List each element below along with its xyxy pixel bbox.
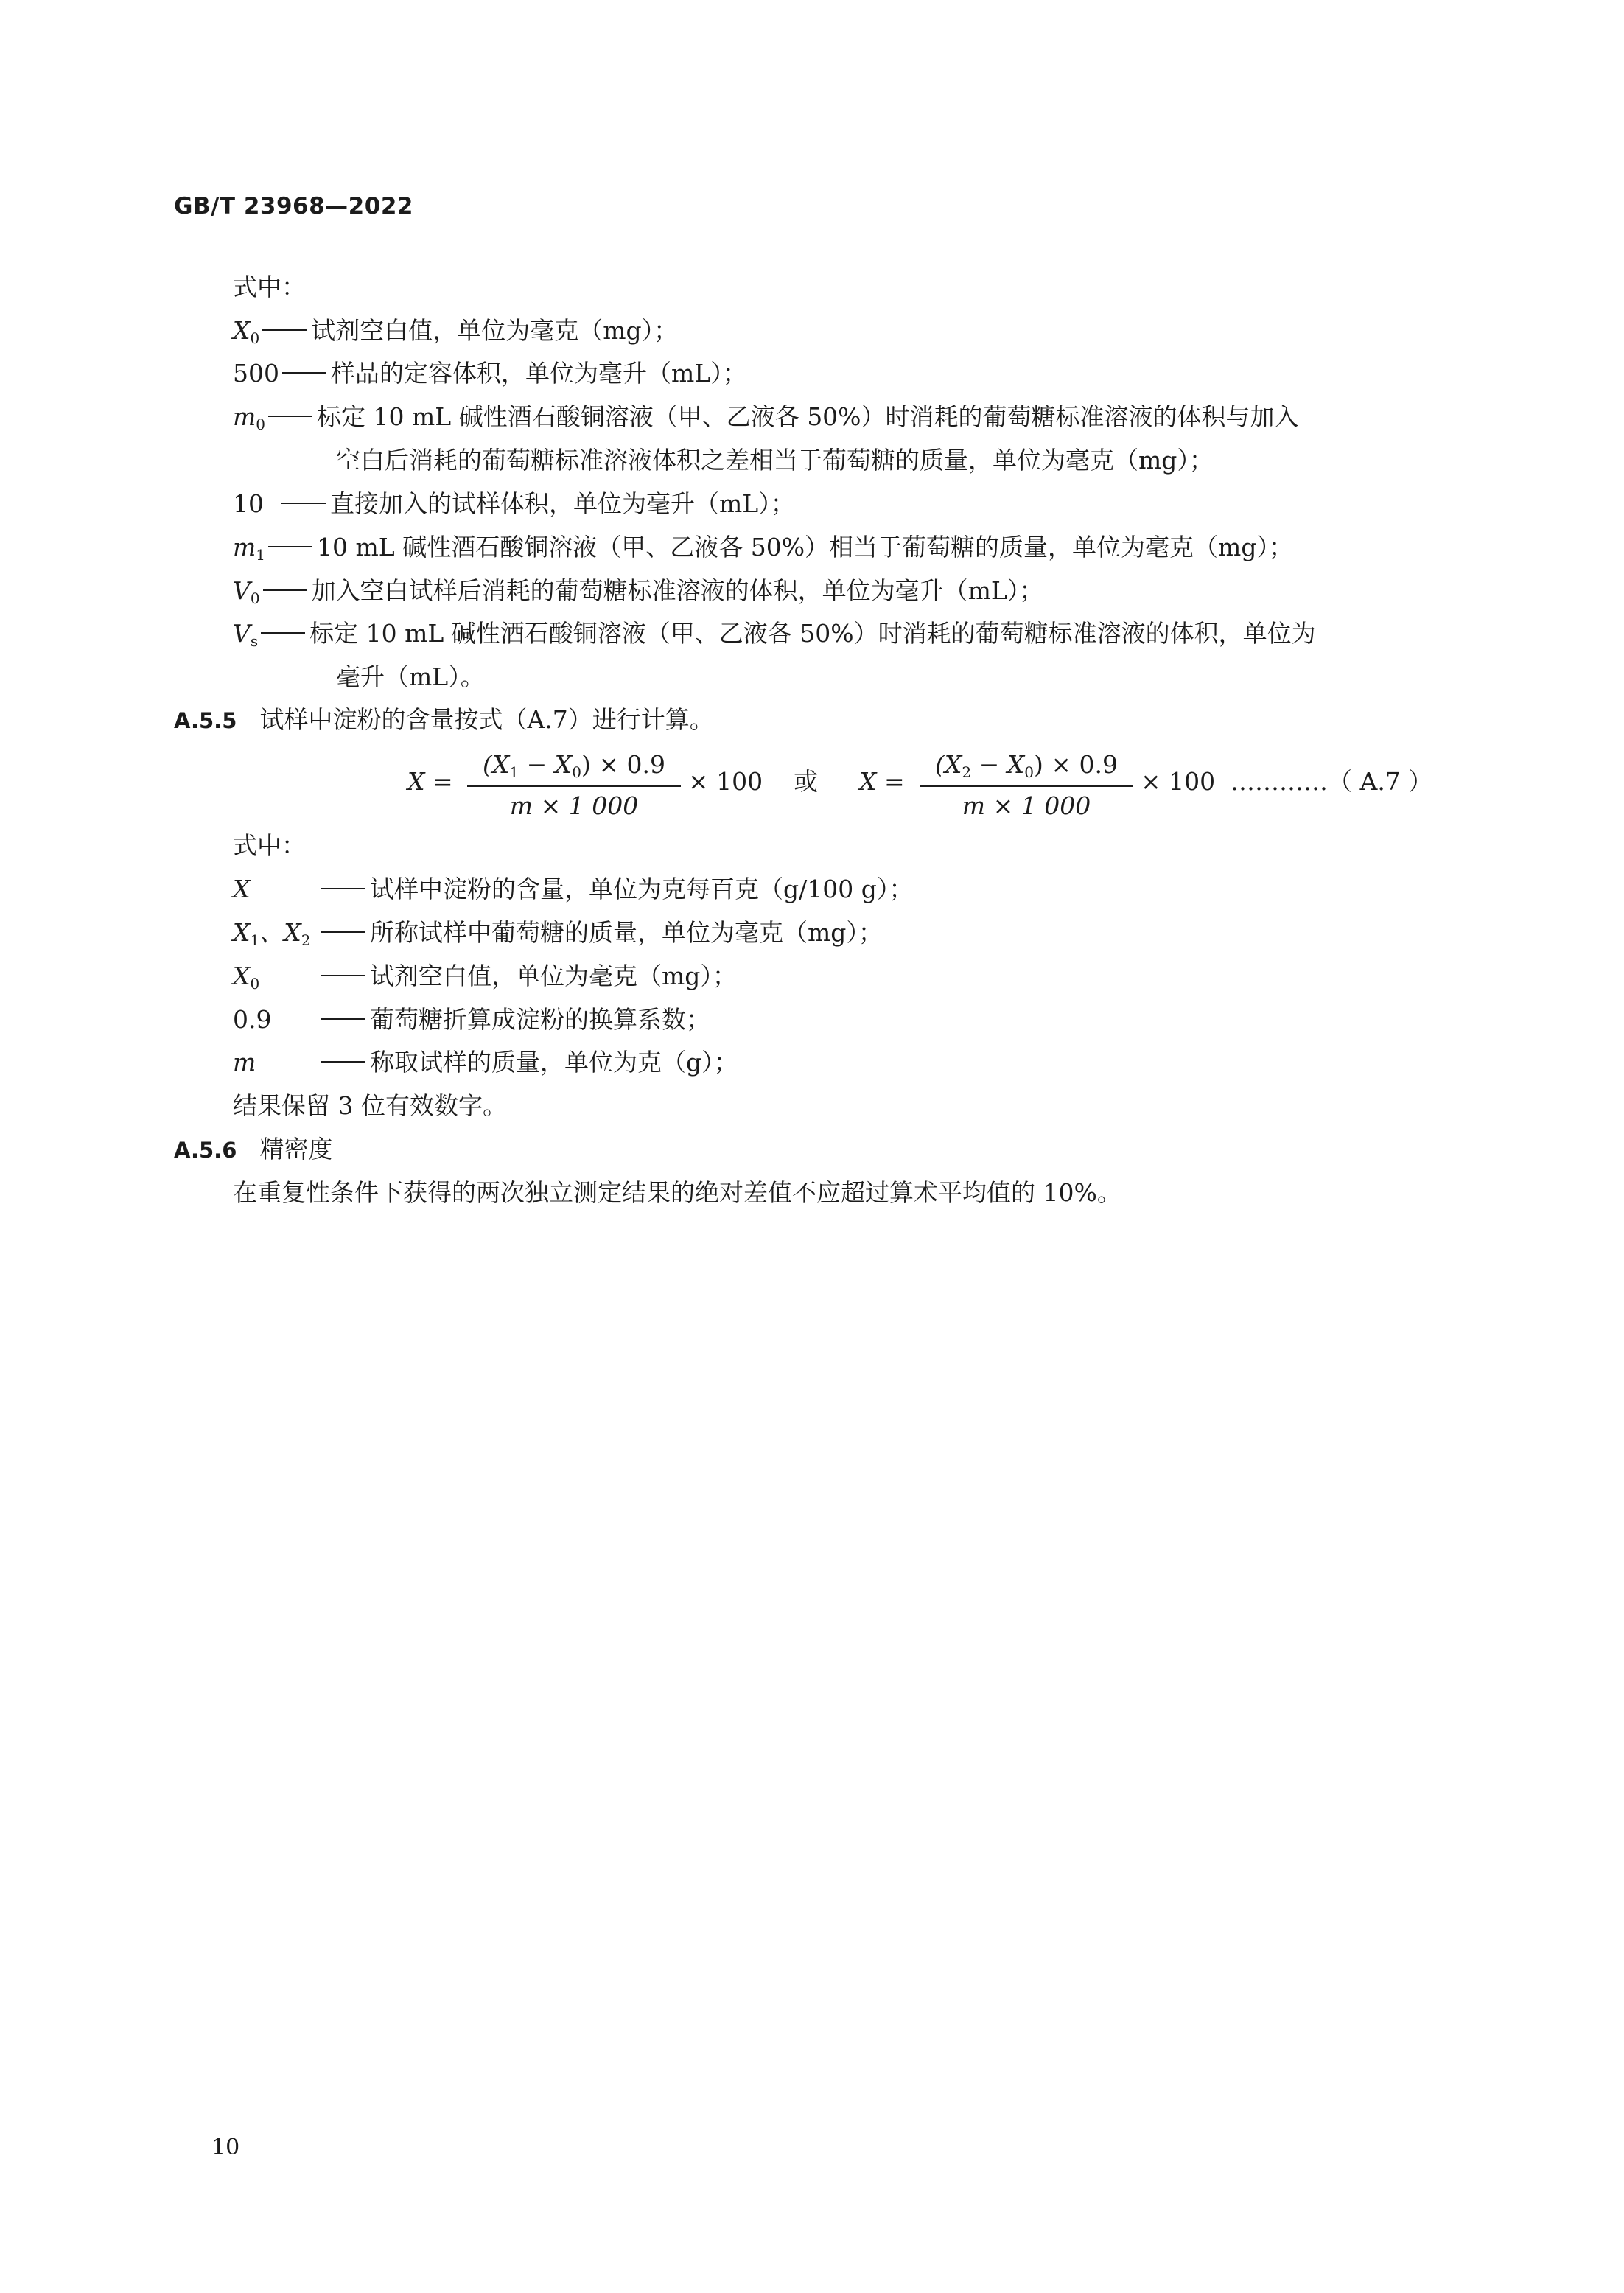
definition: 称取试样的质量，单位为克（g）； <box>370 1048 738 1077</box>
fraction-2-numerator: $(X_2 - X_0) \times 0.9$ <box>935 750 1118 781</box>
definition: 标定 10 mL 碱性酒石酸铜溶液（甲、乙液各 50%）时消耗的葡萄糖标准溶液的体积与加入 <box>317 402 1299 431</box>
definition: 所称试样中葡萄糖的质量，单位为毫克（mg）； <box>370 918 883 947</box>
def-10 <box>233 491 795 516</box>
formula-times-1: × 100 <box>688 767 763 796</box>
fraction-1-bar <box>467 785 681 787</box>
definition: 加入空白试样后消耗的葡萄糖标准溶液的体积，单位为毫升（mL）； <box>311 576 1044 605</box>
where-label: 式中： <box>233 273 306 301</box>
section-text: 试样中淀粉的含量按式（A.7）进行计算。 <box>259 705 714 734</box>
fraction-2-denominator: m × 1 000 <box>962 791 1091 820</box>
result-note: 结果保留 3 位有效数字。 <box>233 1091 507 1120</box>
definition: 试剂空白值，单位为毫克（mg）； <box>311 316 679 345</box>
dash <box>268 546 312 547</box>
symbol: $X_1$、$X_2$ <box>233 918 311 949</box>
fraction-1-denominator: m × 1 000 <box>509 791 639 820</box>
def-m <box>233 1048 738 1077</box>
dash <box>263 589 307 591</box>
symbol: m <box>233 1048 256 1077</box>
symbol: 0.9 <box>233 1005 272 1034</box>
formula-times-2: × 100 <box>1141 767 1216 796</box>
def-0-9 <box>233 1007 710 1032</box>
definition: 10 mL 碱性酒石酸铜溶液（甲、乙液各 50%）相当于葡萄糖的质量，单位为毫克（mg）； <box>317 533 1293 561</box>
fraction-1-numerator: $(X_1 - X_0) \times 0.9$ <box>483 750 665 781</box>
def-m0 <box>233 402 1299 433</box>
definition: 试剂空白值，单位为毫克（mg）； <box>370 962 737 990</box>
def-m1 <box>233 535 1293 562</box>
symbol: 10 <box>233 489 264 518</box>
def-vs-continued: 毫升（mL）。 <box>336 662 485 691</box>
def-vs <box>233 621 1316 648</box>
fraction-2-bar <box>920 785 1133 787</box>
dash <box>261 632 305 634</box>
symbol: $X_0$ <box>233 316 260 347</box>
section-number: A.5.6 <box>174 1138 237 1163</box>
def-x1-x2 <box>233 920 883 948</box>
definition: 直接加入的试样体积，单位为毫升（mL）； <box>330 489 795 518</box>
def-x0 <box>233 318 678 346</box>
def-500 <box>233 359 747 388</box>
section-a56 <box>174 1137 332 1163</box>
fraction-1 <box>467 750 681 820</box>
dash <box>268 416 312 417</box>
section-title: 精密度 <box>259 1135 333 1163</box>
definition: 标定 10 mL 碱性酒石酸铜溶液（甲、乙液各 50%）时消耗的葡萄糖标准溶液的体积，单位为 <box>309 619 1316 648</box>
dash <box>321 975 365 976</box>
dash <box>321 1018 365 1020</box>
definition: 样品的定容体积，单位为毫升（mL）； <box>331 359 747 388</box>
symbol: $m_1$ <box>233 533 266 564</box>
symbol: $X_0$ <box>233 962 260 993</box>
def-v0 <box>233 578 1043 606</box>
def-m0-continued: 空白后消耗的葡萄糖标准溶液体积之差相当于葡萄糖的质量，单位为毫克（mg）； <box>336 446 1214 475</box>
dash <box>282 372 326 374</box>
equation-number: …………（ A.7 ） <box>1231 767 1433 796</box>
formula-or: 或 <box>794 767 818 796</box>
def-x <box>233 877 913 901</box>
formula-lhs-2: X = <box>859 767 905 796</box>
standard-number: GB/T 23968—2022 <box>174 193 413 220</box>
precision-text: 在重复性条件下获得的两次独立测定结果的绝对差值不应超过算术平均值的 10%。 <box>233 1178 1121 1207</box>
dash <box>262 329 307 331</box>
definition: 试样中淀粉的含量，单位为克每百克（g/100 g）； <box>370 875 914 903</box>
symbol: X <box>233 875 251 903</box>
definition: 葡萄糖折算成淀粉的换算系数； <box>370 1005 710 1034</box>
symbol: $m_0$ <box>233 402 266 433</box>
def-x0-2 <box>233 964 737 991</box>
section-a55 <box>174 707 714 733</box>
formula-lhs-1: X = <box>407 767 453 796</box>
symbol: 500 <box>233 359 279 388</box>
dash <box>281 503 326 504</box>
dash <box>321 888 365 889</box>
symbol: $V_s$ <box>233 619 259 650</box>
page-number: 10 <box>211 2135 240 2160</box>
section-number: A.5.5 <box>174 708 237 733</box>
dash <box>321 1061 365 1063</box>
fraction-2 <box>920 750 1133 820</box>
where-label-2: 式中： <box>233 831 306 860</box>
dash <box>321 931 365 933</box>
symbol: $V_0$ <box>233 576 260 607</box>
